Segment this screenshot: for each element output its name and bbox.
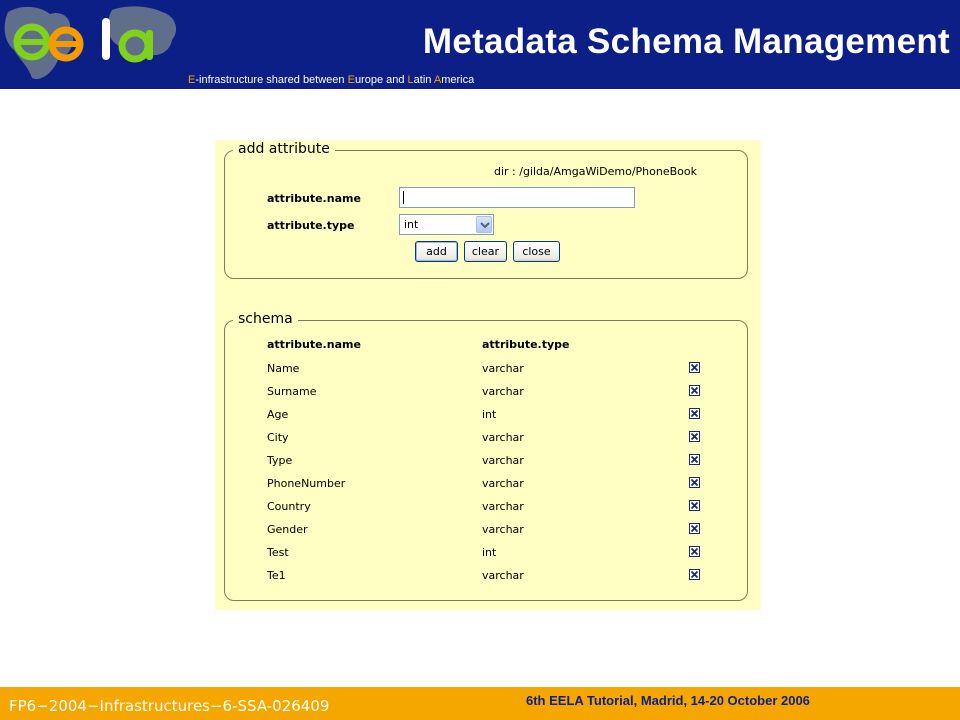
delete-x-icon[interactable] <box>689 569 700 580</box>
table-row <box>225 359 747 382</box>
table-row <box>225 520 747 543</box>
delete-x-icon[interactable] <box>689 454 700 465</box>
add-attribute-fieldset <box>224 141 748 279</box>
tagline-text: atin <box>413 74 434 86</box>
clear-button[interactable]: clear <box>464 241 507 262</box>
attribute-type-cell: varchar <box>482 431 524 444</box>
add-attribute-legend: add attribute <box>233 141 335 157</box>
schema-fieldset <box>224 311 748 601</box>
tagline-initial: E <box>347 74 355 86</box>
tagline <box>188 74 474 86</box>
attribute-name-cell: Age <box>267 408 289 421</box>
attribute-type-cell: varchar <box>482 500 524 513</box>
dropdown-button[interactable] <box>476 216 492 233</box>
close-button[interactable]: close <box>513 241 560 262</box>
tagline-initial: L <box>407 74 414 86</box>
table-row <box>225 543 747 566</box>
attribute-name-cell: Name <box>267 362 300 375</box>
attribute-name-cell: PhoneNumber <box>267 477 346 490</box>
delete-x-icon[interactable] <box>689 523 700 534</box>
table-row <box>225 382 747 405</box>
attribute-type-cell: varchar <box>482 523 524 536</box>
eela-logo <box>0 0 190 89</box>
table-row <box>225 451 747 474</box>
tagline-text: urope and <box>354 74 408 86</box>
slide-title: Metadata Schema Management <box>422 22 950 61</box>
attribute-name-input[interactable] <box>399 187 635 208</box>
attribute-name-cell: Gender <box>267 523 308 536</box>
directory-path: dir : /gilda/AmgaWiDemo/PhoneBook <box>494 165 697 178</box>
delete-x-icon[interactable] <box>689 546 700 557</box>
slide-footer <box>0 687 960 720</box>
attribute-name-cell: Te1 <box>267 569 286 582</box>
tagline-text: merica <box>441 74 475 86</box>
attribute-type-select[interactable] <box>399 214 494 235</box>
attribute-name-cell: Country <box>267 500 311 513</box>
delete-x-icon[interactable] <box>689 431 700 442</box>
table-row <box>225 474 747 497</box>
tagline-text: -infrastructure shared between <box>195 74 348 86</box>
tagline-initial: A <box>433 74 442 86</box>
chevron-down-icon <box>480 222 490 229</box>
delete-x-icon[interactable] <box>689 477 700 488</box>
project-code: FP6−2004−Infrastructures−6-SSA-026409 <box>9 697 330 715</box>
slide-header <box>0 0 960 89</box>
tagline-initial: E <box>188 74 196 86</box>
metadata-panel <box>215 140 761 610</box>
column-header-type: attribute.type <box>482 338 570 351</box>
table-row <box>225 428 747 451</box>
attribute-type-cell: varchar <box>482 362 524 375</box>
attribute-type-cell: int <box>482 546 497 559</box>
text-caret <box>403 191 404 204</box>
attribute-name-cell: City <box>267 431 289 444</box>
table-row <box>225 566 747 589</box>
attribute-name-cell: Test <box>267 546 289 559</box>
attribute-type-cell: varchar <box>482 569 524 582</box>
attribute-name-cell: Type <box>267 454 293 467</box>
attribute-type-cell: varchar <box>482 454 524 467</box>
event-info: 6th EELA Tutorial, Madrid, 14-20 October 2006 <box>526 693 810 708</box>
add-button[interactable]: add <box>415 241 458 262</box>
attribute-name-cell: Surname <box>267 385 317 398</box>
attribute-type-label: attribute.type <box>267 219 355 232</box>
attribute-name-label: attribute.name <box>267 192 361 205</box>
delete-x-icon[interactable] <box>689 408 700 419</box>
attribute-type-value: int <box>404 218 419 231</box>
attribute-type-cell: int <box>482 408 497 421</box>
schema-legend: schema <box>233 311 298 327</box>
delete-x-icon[interactable] <box>689 500 700 511</box>
delete-x-icon[interactable] <box>689 362 700 373</box>
attribute-type-cell: varchar <box>482 385 524 398</box>
delete-x-icon[interactable] <box>689 385 700 396</box>
table-row <box>225 497 747 520</box>
table-row <box>225 405 747 428</box>
column-header-name: attribute.name <box>267 338 361 351</box>
attribute-type-cell: varchar <box>482 477 524 490</box>
